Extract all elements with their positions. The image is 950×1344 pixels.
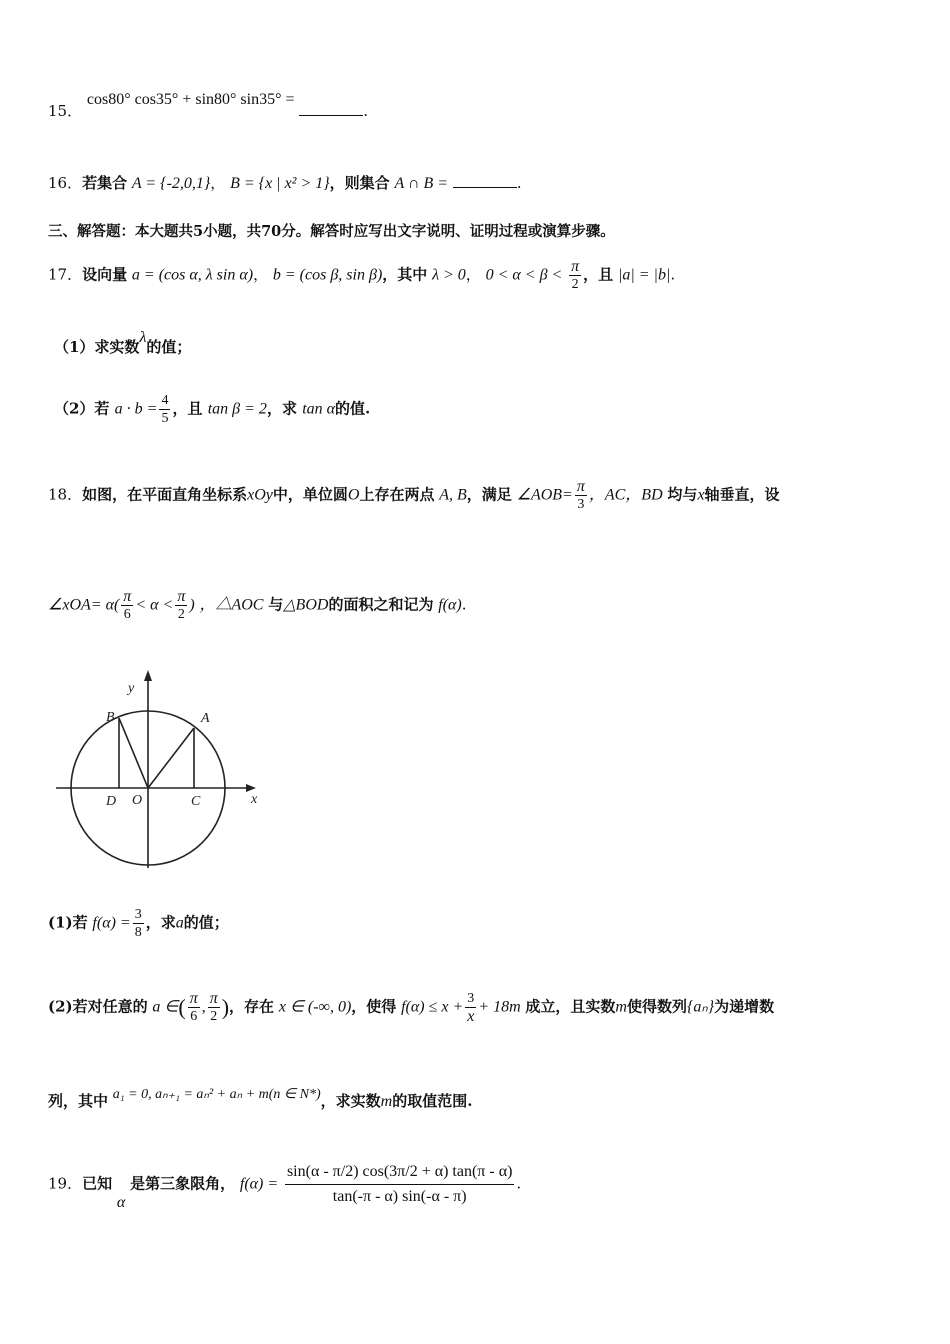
question-17: 17．设向量 a = (cos α, λ sin α)， b = (cos β, sin β)，其中 λ > 0， 0 < α < β < $\frac{\pi}{2}$ ，且 |a| = |b|. [48, 258, 676, 292]
label-d: D [106, 794, 117, 809]
dot-product: a · b = [114, 400, 158, 418]
pi-over-3: $\frac{\pi}{3}$ [576, 478, 585, 512]
section-heading: 三、解答题：本大题共5小题，共70分。解答时应写出文字说明、证明过程或演算步骤。 [48, 223, 615, 240]
label-b: B [106, 710, 115, 725]
label-c: C [191, 794, 201, 809]
inequality: 0 < α < β < [485, 266, 563, 284]
q18-part-1: (1)若 f(α) = $\frac{3}{8}$ ，求a的值； [48, 907, 229, 940]
intersection: A ∩ B = [394, 175, 449, 192]
q15-answer-blank [299, 101, 363, 116]
question-19: 19．已知 α 是第三象限角， f(α) = $\frac{\sin(\alpha - \pi/2) \cos(3\pi/2 + \alpha) \tan(\pi - \alpha)}{\tan(-\pi - \alpha) \sin(-\alpha - \pi)}$ . [48, 1160, 521, 1209]
question-15: 15． cos80° cos35° + sin80° sin35° = . [48, 91, 369, 120]
three-eighths: $\frac{3}{8}$ [134, 907, 142, 940]
q17-part-2: （2）若 a · b = $\frac{4}{5}$ ，且 tan β = 2，求 tan α的值. [54, 393, 371, 426]
segment-oa [148, 728, 194, 788]
q19-fraction: $\frac{\sin(\alpha - \pi/2) \cos(3\pi/2 + \alpha) \tan(\pi - \alpha)}{\tan(-\pi - \alpha) \sin(-\alpha - \pi)}$ [285, 1160, 514, 1209]
label-o: O [132, 793, 143, 808]
label-x: x [251, 792, 258, 807]
vector-a: a = (cos α, λ sin α) [131, 266, 254, 284]
label-a: A [201, 711, 210, 726]
q16-answer-blank [453, 173, 517, 188]
x-axis-arrow-icon [246, 784, 256, 792]
four-fifths: $\frac{4}{5}$ [161, 393, 169, 426]
q18-part-2-cont: 列，其中 a₁ = 0, aₙ₊₁ = aₙ² + aₙ + m(n ∈ N*)，求实数m的取值范围. [48, 1087, 473, 1110]
set-a: A = {-2,0,1} [131, 175, 211, 192]
q18-part-2: (2)若对任意的 a ∈( $\frac{\pi}{6}$ , $\frac{\pi}{2}$ )，存在 x ∈ (-∞, 0)，使得 f(α) ≤ x + $\frac{3}{x}$ + 18m 成立，且实数m使得数列{aₙ}为递增数 [48, 990, 775, 1025]
y-axis-arrow-icon [144, 670, 152, 681]
q15-expression: cos80° cos35° + sin80° sin35° = [86, 91, 295, 108]
question-18-cont: ∠xOA= α( $\frac{\pi}{6}$ < α < $\frac{\pi}{2}$ ) ，△AOC 与△BOD的面积之和记为 f(α). [48, 588, 467, 622]
angle-aob: ∠AOB= [516, 486, 573, 504]
vector-b: b = (cos β, sin β) [272, 266, 383, 284]
set-b: B = {x | x² > 1} [230, 175, 330, 192]
unit-circle-figure [48, 664, 278, 874]
label-y: y [128, 681, 135, 696]
q17-part-1: （1）求实数λ的值； [54, 329, 192, 356]
segment-ob [119, 718, 148, 788]
question-16: 16．若集合 A = {-2,0,1}， B = {x | x² > 1}，则集合 A ∩ B = . [48, 174, 522, 192]
norm-equality: |a| = |b| [617, 266, 671, 284]
question-18: 18．如图，在平面直角坐标系xOy中，单位圆O上存在两点 A, B，满足 ∠AOB= $\frac{\pi}{3}$ ，AC，BD 均与x轴垂直，设 [48, 478, 780, 512]
recurrence: a₁ = 0, aₙ₊₁ = aₙ² + aₙ + m(n ∈ N*) [112, 1087, 321, 1102]
q15-number: 15． [48, 102, 83, 120]
pi-over-2: $\frac{\pi}{2}$ [571, 258, 580, 292]
